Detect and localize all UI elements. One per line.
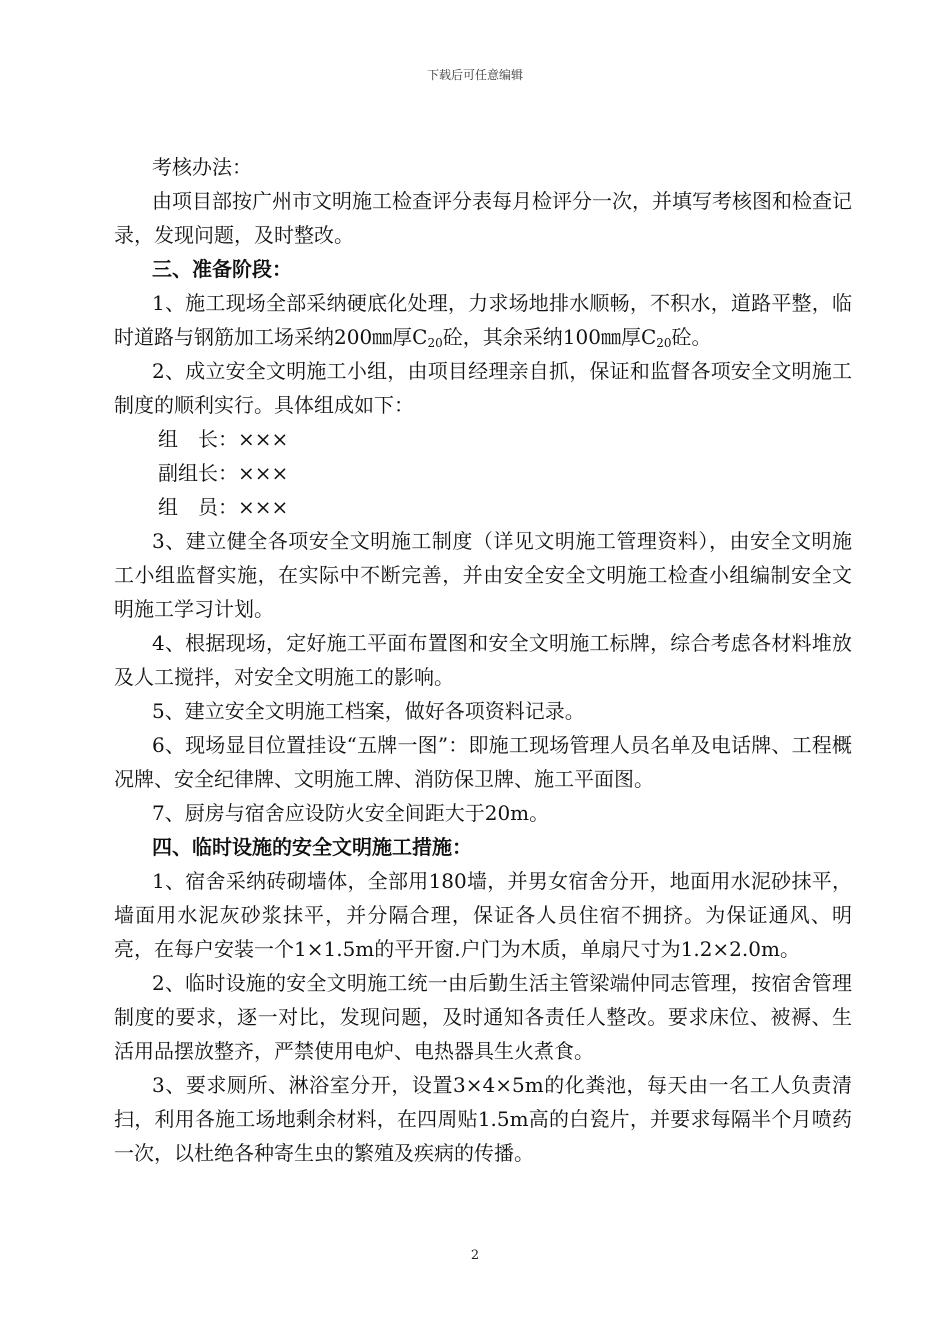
member-name: ××× (238, 427, 289, 451)
section3-heading: 三、准备阶段： (152, 257, 292, 281)
member-deputy (114, 456, 852, 490)
assess-body: 由项目部按广州市文明施工检查评分表每月检评分一次，并填写考核图和检查记录，发现问题，及时整改。 (114, 189, 852, 247)
member-role: 副组长： (158, 461, 238, 485)
member-staff (114, 490, 852, 524)
item1-subscript-1: 20 (427, 336, 443, 350)
page-number: 2 (470, 1248, 480, 1263)
page-header: 下载后可任意编辑 (426, 68, 523, 82)
section4-heading: 四、临时设施的安全文明施工措施： (152, 835, 472, 859)
member-name: ××× (238, 461, 289, 485)
section3-item1 (114, 286, 852, 354)
section3-item2: 2、成立安全文明施工小组，由项目经理亲自抓，保证和监督各项安全文明施工制度的顺利实行。具体组成如下： (114, 359, 852, 417)
item1-text-a: 1、施工现场全部采纳硬底化处理，力求场地排水顺畅，不积水，道路平整，临时道路与钢筋加工场采纳200㎜厚C (114, 291, 852, 349)
section4-item1: 1、宿舍采纳砖砌墙体，全部用180墙，并男女宿舍分开，地面用水泥砂抹平，墙面用水泥灰砂浆抹平，并分隔合理，保证各人员住宿不拥挤。为保证通风、明亮，在每户安装一个1×1.5m的平开窗.户门为木质，单扇尺寸为1.2×2.0m。 (114, 869, 852, 961)
item1-text-c: 砼。 (671, 325, 712, 349)
section3-item5: 5、建立安全文明施工档案，做好各项资料记录。 (152, 699, 585, 723)
item1-subscript-2: 20 (656, 336, 672, 350)
member-leader (114, 422, 852, 456)
section3-item3: 3、建立健全各项安全文明施工制度（详见文明施工管理资料），由安全文明施工小组监督实施，在实际中不断完善，并由安全安全文明施工检查小组编制安全文明施工学习计划。 (114, 529, 852, 621)
section4-item2: 2、临时设施的安全文明施工统一由后勤生活主管梁端仲同志管理，按宿舍管理制度的要求，逐一对比，发现问题，及时通知各责任人整改。要求床位、被褥、生活用品摆放整齐，严禁使用电炉、电热器具生火煮食。 (114, 971, 852, 1063)
section4-item3: 3、要求厕所、淋浴室分开，设置3×4×5m的化粪池，每天由一名工人负责清扫，利用各施工场地剩余材料，在四周贴1.5m高的白瓷片，并要求每隔半个月喷药一次，以杜绝各种寄生虫的繁殖及疾病的传播。 (114, 1073, 852, 1165)
member-role: 组 员： (158, 495, 238, 519)
section3-item7: 7、厨房与宿舍应设防火安全间距大于20m。 (152, 801, 550, 825)
assess-title: 考核办法： (152, 155, 252, 179)
member-role: 组 长： (158, 427, 238, 451)
section3-item6: 6、现场显目位置挂设“五牌一图”：即施工现场管理人员名单及电话牌、工程概况牌、安全纪律牌、文明施工牌、消防保卫牌、施工平面图。 (114, 733, 852, 791)
member-name: ××× (238, 495, 289, 519)
section3-item4: 4、根据现场，定好施工平面布置图和安全文明施工标牌，综合考虑各材料堆放及人工搅拌，对安全文明施工的影响。 (114, 631, 852, 689)
item1-text-b: 砼，其余采纳100㎜厚C (442, 325, 657, 349)
document-body (114, 150, 852, 1170)
